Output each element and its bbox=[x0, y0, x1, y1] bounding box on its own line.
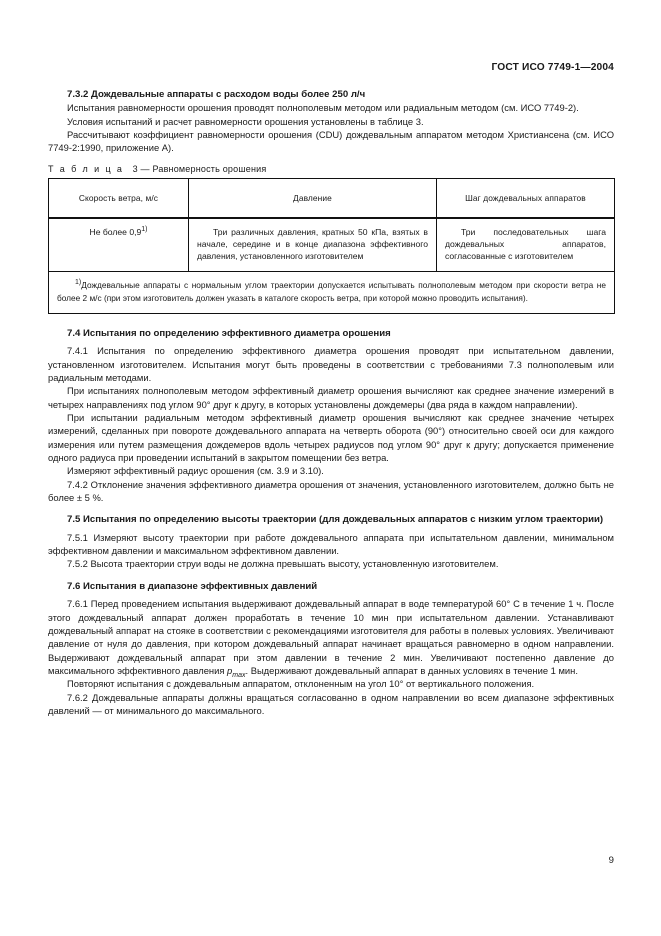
clause-heading-7-6: 7.6 Испытания в диапазоне эффективных давлений bbox=[67, 580, 318, 592]
paragraph-7-6-1-repeat-test: Повторяют испытания с дождевальным аппаратом, отклоненным на угол 10° от вертикального положения. bbox=[67, 678, 535, 690]
paragraph-7-5-1: 7.5.1 Измеряют высоту траектории при работе дождевального аппарата при испытательном давлении, минимальном эффективном давлении и максимальном эффективном давлении. bbox=[48, 531, 614, 557]
table-footnote-marker: 1) bbox=[75, 279, 82, 287]
cell-table-footnote bbox=[49, 272, 615, 313]
paragraph-7-3-2-table-reference: Условия испытаний и расчет равномерности орошения установлены в таблице 3. bbox=[67, 115, 424, 127]
paragraph-7-4-1: 7.4.1 Испытания по определению эффективного диаметра орошения проводят при испытательном давлении, установленном изготовителем. Испытания могут быть проведены в соответствии с требованиями 7.3 полнополевым или радиальным методами. bbox=[48, 345, 614, 383]
wind-speed-footnote-marker: 1) bbox=[141, 225, 148, 233]
table-footnote-text: Дождевальные аппараты с нормальным углом траектории допускается испытывать полнополевым методом при скорости ветра не более 2 м/с (при этом изготовитель должен указать в каталоге скорость ветра, при которой можно проводить испытания). bbox=[57, 280, 606, 303]
table-header-row bbox=[49, 178, 615, 218]
table-3-irrigation-uniformity bbox=[48, 178, 615, 314]
paragraph-7-3-2-irrigation-methods: Испытания равномерности орошения проводят полнополевым методом или радиальным методом (см. ИСО 7749-2). bbox=[67, 102, 579, 114]
paragraph-7-6-1 bbox=[48, 597, 614, 677]
wind-speed-text: Не более 0,9 bbox=[89, 226, 142, 237]
column-header-sprinkler-spacing: Шаг дождевальных аппаратов bbox=[437, 178, 615, 218]
cell-spacing-description: Три последовательных шага дождевальных аппаратов, согласованные с изготовителем bbox=[437, 218, 615, 272]
table-footnote-row bbox=[49, 272, 615, 313]
cell-pressure-description: Три различных давления, кратных 50 кПа, взятых в начале, середине и в конце диапазона эффективного давления, установленного изготовителем bbox=[189, 218, 437, 272]
page-number: 9 bbox=[608, 855, 614, 866]
table-row bbox=[49, 218, 615, 272]
clause-heading-7-5: 7.5 Испытания по определению высоты траектории (для дождевальных аппаратов с низким углом траектории) bbox=[67, 514, 604, 526]
paragraph-7-4-radial-method: При испытании радиальным методом эффективный диаметр орошения вычисляют как среднее значение четырех измерений, сделанных при повороте дождевального аппарата на четверть оборота (90°) относительно своей оси для каждого измерения или путем размещения дождемеров вдоль четырех радиусов под углом 90° друг к другу; допускается применение одного радиуса при проведении испытаний в закрытом помещении без ветра. bbox=[48, 411, 614, 463]
table-caption-number: 3 bbox=[132, 163, 138, 174]
cell-wind-speed-value bbox=[49, 218, 189, 272]
paragraph-7-6-2: 7.6.2 Дождевальные аппараты должны вращаться согласованно в одном направлении во всем диапазоне эффективных давлений — от минимального до максимального. bbox=[48, 691, 614, 716]
paragraph-7-6-1-part-a: 7.6.1 Перед проведением испытания выдерживают дождевальный аппарат в воде температурой 60° С в течение 1 ч. После этого дождевальный аппарат должен проработать в течение 10 мин при испытательном давлении. Устанавливают дождевальный аппарат на стояке в соответствии с рекомендациями изготовителя для работы в полевых условиях. Увеличивают давление от нуля до давления, при котором дождевальный аппарат начинает вращаться равномерно в одном направлении. Выдерживают дождевальный аппарат при этом давлении в течение 2 мин. Увеличивают постепенно давление до максимального эффективного давления bbox=[48, 598, 614, 676]
table-caption-title: Равномерность орошения bbox=[152, 163, 267, 174]
table-3-caption bbox=[48, 164, 614, 174]
paragraph-7-4-effective-radius: Измеряют эффективный радиус орошения (см. 3.9 и 3.10). bbox=[67, 465, 324, 477]
table-caption-dash: — bbox=[140, 163, 150, 174]
variable-p-max-subscript: max bbox=[232, 671, 246, 679]
clause-heading-7-3-2: 7.3.2 Дождевальные аппараты с расходом воды более 250 л/ч bbox=[67, 89, 366, 100]
paragraph-7-4-full-field-method: При испытаниях полнополевым методом эффективный диаметр орошения вычисляют как среднее значение измерений в четырех направлениях под углом 90° друг к другу, в которых установлены дождемеры (два ряда в каждом направлении). bbox=[48, 385, 614, 410]
running-header: ГОСТ ИСО 7749-1—2004 bbox=[491, 62, 614, 73]
column-header-wind-speed: Скорость ветра, м/с bbox=[49, 178, 189, 218]
table-caption-label: Т а б л и ц а bbox=[48, 163, 124, 174]
paragraph-7-4-2: 7.4.2 Отклонение значения эффективного диаметра орошения от значения, установленного изготовителем, должно быть не более ± 5 %. bbox=[48, 478, 614, 503]
column-header-pressure: Давление bbox=[189, 178, 437, 218]
paragraph-7-3-2-cdu-calculation: Рассчитывают коэффициент равномерности орошения (CDU) дождевальным аппаратом методом Христиансена (см. ИСО 7749-2:1990, приложение А). bbox=[48, 129, 614, 154]
clause-heading-7-4: 7.4 Испытания по определению эффективного диаметра орошения bbox=[67, 327, 391, 339]
variable-p-max: p bbox=[227, 664, 233, 676]
paragraph-7-5-2: 7.5.2 Высота траектории струи воды не должна превышать высоту, установленную изготовителем. bbox=[67, 558, 499, 570]
page-content bbox=[48, 0, 614, 717]
paragraph-7-6-1-part-b: . Выдерживают дождевальный аппарат в данных условиях в течение 1 мин. bbox=[245, 664, 578, 676]
